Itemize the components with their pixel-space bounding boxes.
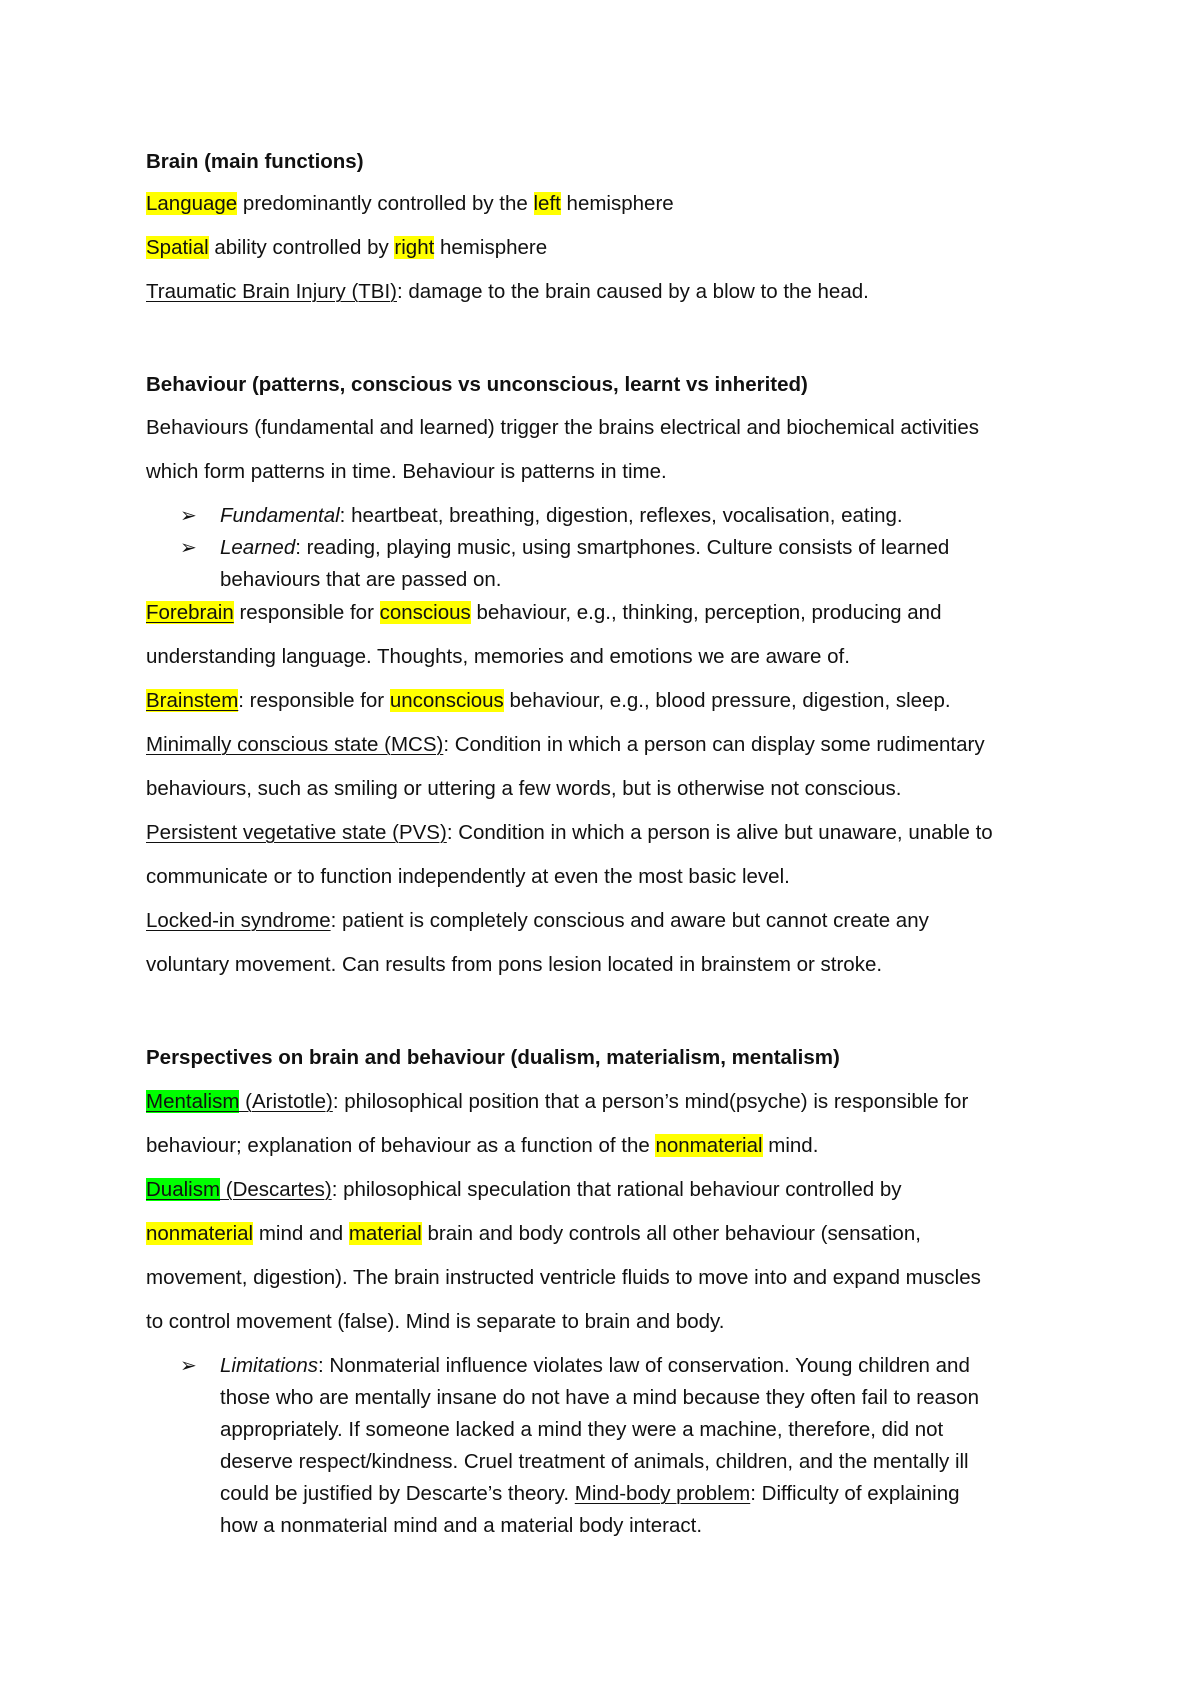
text-line: Language predominantly controlled by the left hemisphere <box>146 192 674 215</box>
text-line: voluntary movement. Can results from pons lesion located in brainstem or stroke. <box>146 953 883 976</box>
defined-term: Dualism <box>146 1178 221 1201</box>
defined-term: Locked-in syndrome <box>146 909 331 932</box>
text-line: Dualism (Descartes): philosophical speculation that rational behaviour controlled by <box>146 1178 902 1201</box>
defined-term: Mind-body problem <box>574 1482 751 1505</box>
bullet-item-continuation: behaviours that are passed on. <box>220 568 502 591</box>
bullet-item: Learned: reading, playing music, using smartphones. Culture consists of learned <box>220 536 950 559</box>
defined-term: Mentalism <box>146 1090 240 1113</box>
defined-term: Fundamental <box>220 504 340 527</box>
section-heading-perspectives: Perspectives on brain and behaviour (dualism, materialism, mentalism) <box>146 1046 840 1069</box>
highlight: Language <box>146 192 238 215</box>
defined-term: Persistent vegetative state (PVS) <box>146 821 447 844</box>
highlight: Spatial <box>146 236 209 259</box>
defined-term: Learned <box>220 536 296 559</box>
text-line: understanding language. Thoughts, memories and emotions we are aware of. <box>146 645 850 668</box>
bullet-item: Fundamental: heartbeat, breathing, digestion, reflexes, vocalisation, eating. <box>220 504 903 527</box>
defined-term: Minimally conscious state (MCS) <box>146 733 444 756</box>
text-line: Traumatic Brain Injury (TBI): damage to the brain caused by a blow to the head. <box>146 280 869 303</box>
section-heading-behaviour: Behaviour (patterns, conscious vs unconscious, learnt vs inherited) <box>146 373 808 396</box>
highlight: unconscious <box>389 689 504 712</box>
highlight: conscious <box>379 601 471 624</box>
defined-term: Limitations <box>220 1354 318 1377</box>
text-line: Brainstem: responsible for unconscious behaviour, e.g., blood pressure, digestion, sleep. <box>146 689 951 712</box>
highlight: nonmaterial <box>146 1222 254 1245</box>
defined-term: Brainstem <box>146 689 239 712</box>
defined-term: Forebrain <box>146 601 234 624</box>
text-line: Forebrain responsible for conscious behaviour, e.g., thinking, perception, producing and <box>146 601 942 624</box>
text-line: to control movement (false). Mind is separate to brain and body. <box>146 1310 725 1333</box>
bullet-item: Limitations: Nonmaterial influence violates law of conservation. Young children and <box>220 1354 970 1377</box>
text-line: Mentalism (Aristotle): philosophical position that a person’s mind(psyche) is responsible for <box>146 1090 969 1113</box>
defined-term: Traumatic Brain Injury (TBI) <box>146 280 397 303</box>
bullet-arrow-icon: ➢ <box>180 505 197 527</box>
highlight: nonmaterial <box>655 1134 763 1157</box>
text-line: movement, digestion). The brain instructed ventricle fluids to move into and expand muscles <box>146 1266 981 1289</box>
highlight: material <box>348 1222 422 1245</box>
attribution: (Aristotle) <box>239 1090 333 1113</box>
text-line: communicate or to function independently at even the most basic level. <box>146 865 790 888</box>
text-line: Spatial ability controlled by right hemisphere <box>146 236 548 259</box>
text-line: behaviours, such as smiling or uttering a few words, but is otherwise not conscious. <box>146 777 902 800</box>
bullet-arrow-icon: ➢ <box>180 537 197 559</box>
attribution: (Descartes) <box>220 1178 332 1201</box>
text-line: which form patterns in time. Behaviour is patterns in time. <box>146 460 667 483</box>
bullet-item-continuation: deserve respect/kindness. Cruel treatment of animals, children, and the mentally ill <box>220 1450 969 1473</box>
text-line: Persistent vegetative state (PVS): Condition in which a person is alive but unaware, unable to <box>146 821 993 844</box>
text-line: behaviour; explanation of behaviour as a function of the nonmaterial mind. <box>146 1134 819 1157</box>
bullet-item-continuation: those who are mentally insane do not have a mind because they often fail to reason <box>220 1386 979 1409</box>
highlight: right <box>394 236 435 259</box>
bullet-arrow-icon: ➢ <box>180 1355 197 1377</box>
bullet-item-continuation: how a nonmaterial mind and a material body interact. <box>220 1514 703 1537</box>
section-heading-brain: Brain (main functions) <box>146 150 364 173</box>
bullet-item-continuation: could be justified by Descarte’s theory. Mind-body problem: Difficulty of explaining <box>220 1482 960 1505</box>
text-line: Behaviours (fundamental and learned) trigger the brains electrical and biochemical activities <box>146 416 979 439</box>
text-line: Minimally conscious state (MCS): Condition in which a person can display some rudimentary <box>146 733 985 756</box>
highlight: left <box>533 192 561 215</box>
text-line: nonmaterial mind and material brain and body controls all other behaviour (sensation, <box>146 1222 921 1245</box>
text-line: Locked-in syndrome: patient is completely conscious and aware but cannot create any <box>146 909 929 932</box>
bullet-item-continuation: appropriately. If someone lacked a mind they were a machine, therefore, did not <box>220 1418 944 1441</box>
